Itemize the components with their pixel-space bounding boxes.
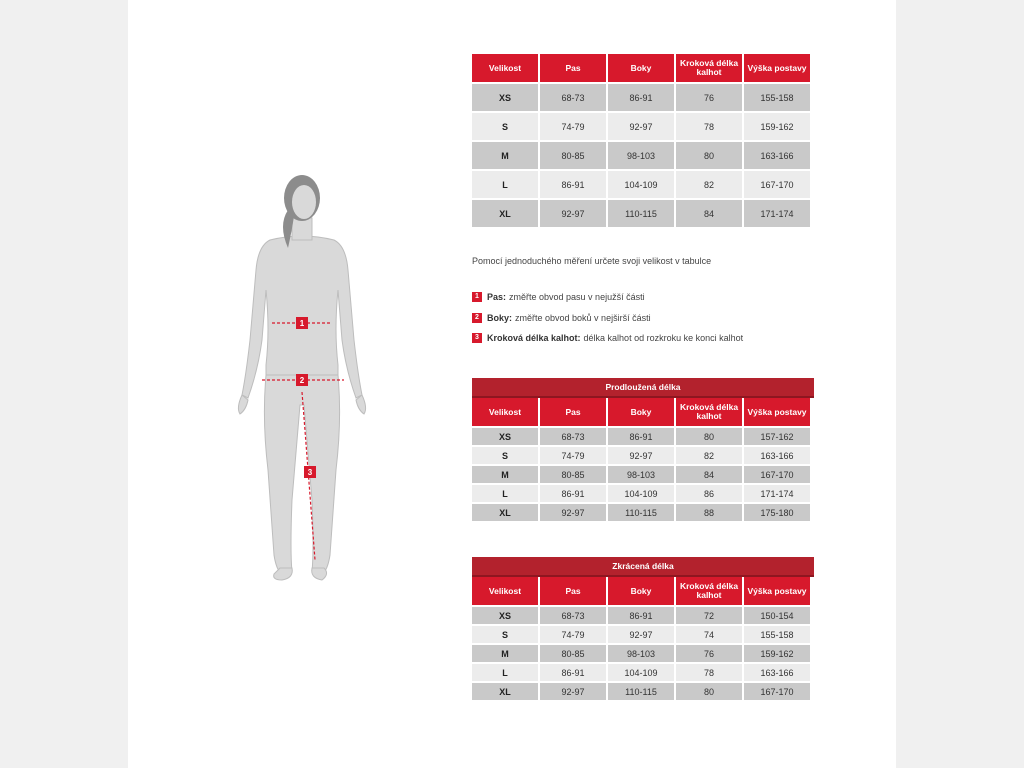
cell-height: 167-170 [744,683,810,700]
face [292,185,316,219]
cell-height: 150-154 [744,607,810,624]
cell-size: XS [472,428,538,445]
cell-waist: 80-85 [540,142,606,169]
cell-height: 167-170 [744,466,810,483]
cell-hips: 104-109 [608,664,674,681]
cell-size: XL [472,683,538,700]
cell-waist: 92-97 [540,683,606,700]
cell-hips: 110-115 [608,200,674,227]
cell-inseam: 88 [676,504,742,521]
cell-inseam: 84 [676,200,742,227]
marker-3 [304,466,316,478]
cell-height: 155-158 [744,626,810,643]
col-header-inseam: Kroková délka kalhot [676,398,742,426]
marker-1-badge: 1 [472,292,482,302]
female-figure-illustration [222,170,382,585]
cell-waist: 68-73 [540,607,606,624]
col-header-size: Velikost [472,398,538,426]
instructions-intro: Pomocí jednoduchého měření určete svoji velikost v tabulce [472,256,712,266]
size-table-standard [470,52,812,229]
table-row [472,200,810,227]
table-row [472,428,810,445]
size-table-shortened [470,575,812,702]
cell-size: L [472,171,538,198]
cell-waist: 68-73 [540,428,606,445]
table-caption-extended: Prodloužená délka [472,378,814,398]
table-row [472,664,810,681]
cell-height: 163-166 [744,664,810,681]
cell-waist: 74-79 [540,626,606,643]
col-header-height: Výška postavy [744,398,810,426]
col-header-hips: Boky [608,577,674,605]
cell-inseam: 82 [676,447,742,464]
cell-hips: 98-103 [608,645,674,662]
cell-inseam: 72 [676,607,742,624]
cell-waist: 74-79 [540,113,606,140]
cell-height: 163-166 [744,447,810,464]
col-header-inseam: Kroková délka kalhot [676,54,742,82]
col-header-height: Výška postavy [744,577,810,605]
cell-waist: 68-73 [540,84,606,111]
cell-size: XS [472,607,538,624]
table-row [472,504,810,521]
cell-size: XS [472,84,538,111]
table-row [472,447,810,464]
cell-inseam: 76 [676,645,742,662]
cell-waist: 92-97 [540,504,606,521]
col-header-waist: Pas [540,54,606,82]
col-header-waist: Pas [540,398,606,426]
legend-label: Boky: [487,313,513,323]
cell-size: M [472,645,538,662]
cell-hips: 104-109 [608,485,674,502]
legend-label: Pas: [487,292,507,302]
col-header-waist: Pas [540,577,606,605]
cell-hips: 92-97 [608,626,674,643]
cell-hips: 86-91 [608,428,674,445]
col-header-size: Velikost [472,577,538,605]
cell-inseam: 86 [676,485,742,502]
cell-hips: 98-103 [608,142,674,169]
table-row [472,626,810,643]
cell-height: 159-162 [744,645,810,662]
cell-hips: 86-91 [608,84,674,111]
cell-hips: 98-103 [608,466,674,483]
cell-height: 171-174 [744,485,810,502]
cell-waist: 86-91 [540,664,606,681]
cell-inseam: 82 [676,171,742,198]
cell-size: S [472,113,538,140]
legend-text: délka kalhot od rozkroku ke konci kalhot [583,333,744,343]
cell-inseam: 78 [676,664,742,681]
cell-hips: 110-115 [608,683,674,700]
cell-hips: 92-97 [608,447,674,464]
cell-height: 175-180 [744,504,810,521]
legend-text: změřte obvod pasu v nejužší části [509,292,645,302]
cell-height: 163-166 [744,142,810,169]
cell-size: XL [472,200,538,227]
svg-text:1: 1 [299,319,305,328]
cell-waist: 86-91 [540,485,606,502]
col-header-size: Velikost [472,54,538,82]
col-header-height: Výška postavy [744,54,810,82]
svg-text:3: 3 [307,468,313,477]
size-table-extended [470,396,812,523]
cell-inseam: 78 [676,113,742,140]
cell-inseam: 80 [676,428,742,445]
cell-waist: 80-85 [540,645,606,662]
cell-hips: 104-109 [608,171,674,198]
table-row [472,466,810,483]
legend-item-inseam [472,333,743,343]
cell-size: L [472,485,538,502]
table-row [472,171,810,198]
cell-waist: 80-85 [540,466,606,483]
cell-height: 167-170 [744,171,810,198]
table-row [472,84,810,111]
cell-height: 155-158 [744,84,810,111]
cell-height: 159-162 [744,113,810,140]
table-row [472,645,810,662]
cell-size: S [472,447,538,464]
cell-inseam: 80 [676,142,742,169]
cell-inseam: 80 [676,683,742,700]
cell-inseam: 74 [676,626,742,643]
marker-2-badge: 2 [472,313,482,323]
cell-waist: 74-79 [540,447,606,464]
legend-item-hips [472,313,651,323]
legend-item-waist [472,292,645,302]
cell-size: L [472,664,538,681]
col-header-inseam: Kroková délka kalhot [676,577,742,605]
table-row [472,113,810,140]
cell-waist: 92-97 [540,200,606,227]
cell-waist: 86-91 [540,171,606,198]
svg-text:2: 2 [299,376,305,385]
cell-inseam: 76 [676,84,742,111]
cell-inseam: 84 [676,466,742,483]
marker-3-badge: 3 [472,333,482,343]
table-row [472,607,810,624]
col-header-hips: Boky [608,54,674,82]
table-row [472,485,810,502]
cell-hips: 86-91 [608,607,674,624]
cell-size: XL [472,504,538,521]
table-row [472,142,810,169]
cell-size: S [472,626,538,643]
cell-size: M [472,142,538,169]
marker-1 [296,317,308,329]
legend-label: Kroková délka kalhot: [487,333,581,343]
table-caption-shortened: Zkrácená délka [472,557,814,577]
cell-height: 171-174 [744,200,810,227]
cell-hips: 92-97 [608,113,674,140]
cell-height: 157-162 [744,428,810,445]
cell-hips: 110-115 [608,504,674,521]
cell-size: M [472,466,538,483]
marker-2 [296,374,308,386]
legend-text: změřte obvod boků v nejširší části [515,313,651,323]
col-header-hips: Boky [608,398,674,426]
table-row [472,683,810,700]
